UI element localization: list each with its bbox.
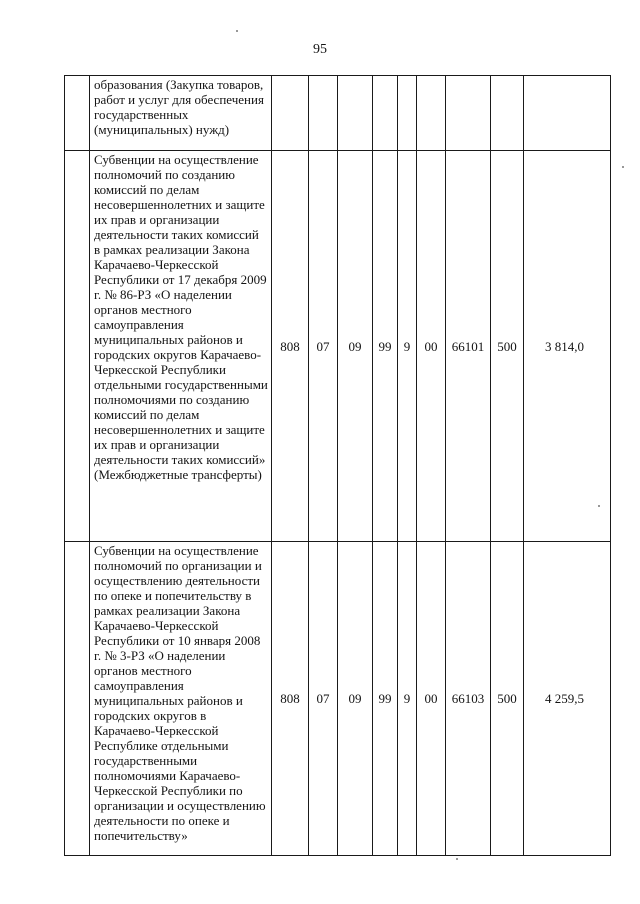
ministry-code-cell: 808 xyxy=(272,151,309,542)
program-code-cell: 99 xyxy=(373,151,398,542)
table-row xyxy=(65,76,611,151)
scan-speck xyxy=(236,30,238,32)
activity-code-cell xyxy=(417,76,446,151)
scan-speck xyxy=(456,858,458,860)
budget-table xyxy=(64,75,611,856)
ministry-code-cell: 808 xyxy=(272,542,309,856)
description-cell: Субвенции на осуществление полномочий по организации и осуществлению деятельности по опеке и попечительству в рамках реализации Закона Карачаево-Черкесской Республики от 10 января 2008 г. № 3-РЗ «О наделении органов местного самоуправления муниципальных районов и городских округов в Карачаево-Черкесской Республике отдельными государственными полномочиями Карачаево-Черкесской Республики по организации и осуществлению деятельности по опеке и попечительству» xyxy=(90,542,272,856)
description-cell: Субвенции на осуществление полномочий по созданию комиссий по делам несовершеннолетних и защите их прав и организации деятельности таких комиссий в рамках реализации Закона Карачаево-Черкесской Республики от 17 декабря 2009 г. № 86-РЗ «О наделении органов местного самоуправления муниципальных районов и городских округов Карачаево-Черкесской Республики отдельными государственными полномочиями по созданию комиссий по делам несовершеннолетних и защите их прав и организации деятельности таких комиссий» (Межбюджетные трансферты) xyxy=(90,151,272,542)
scan-speck xyxy=(622,166,624,168)
subsection-code-cell: 09 xyxy=(338,542,373,856)
index-cell xyxy=(65,151,90,542)
table-row xyxy=(65,151,611,542)
section-code-cell: 07 xyxy=(309,151,338,542)
expense-type-cell: 500 xyxy=(491,151,524,542)
program-code-cell xyxy=(373,76,398,151)
subprogram-code-cell: 9 xyxy=(398,542,417,856)
index-cell xyxy=(65,76,90,151)
section-code-cell xyxy=(309,76,338,151)
ministry-code-cell xyxy=(272,76,309,151)
page-number: 95 xyxy=(313,42,327,57)
expense-type-cell: 500 xyxy=(491,542,524,856)
direction-code-cell xyxy=(446,76,491,151)
direction-code-cell: 66101 xyxy=(446,151,491,542)
activity-code-cell: 00 xyxy=(417,151,446,542)
amount-cell: 3 814,0 xyxy=(524,151,611,542)
section-code-cell: 07 xyxy=(309,542,338,856)
subprogram-code-cell xyxy=(398,76,417,151)
program-code-cell: 99 xyxy=(373,542,398,856)
index-cell xyxy=(65,542,90,856)
direction-code-cell: 66103 xyxy=(446,542,491,856)
subsection-code-cell xyxy=(338,76,373,151)
amount-cell: 4 259,5 xyxy=(524,542,611,856)
table-row xyxy=(65,542,611,856)
subprogram-code-cell: 9 xyxy=(398,151,417,542)
expense-type-cell xyxy=(491,76,524,151)
amount-cell xyxy=(524,76,611,151)
activity-code-cell: 00 xyxy=(417,542,446,856)
description-cell: образования (Закупка товаров, работ и услуг для обеспечения государственных (муниципальных) нужд) xyxy=(90,76,272,151)
subsection-code-cell: 09 xyxy=(338,151,373,542)
scan-speck xyxy=(598,505,600,507)
